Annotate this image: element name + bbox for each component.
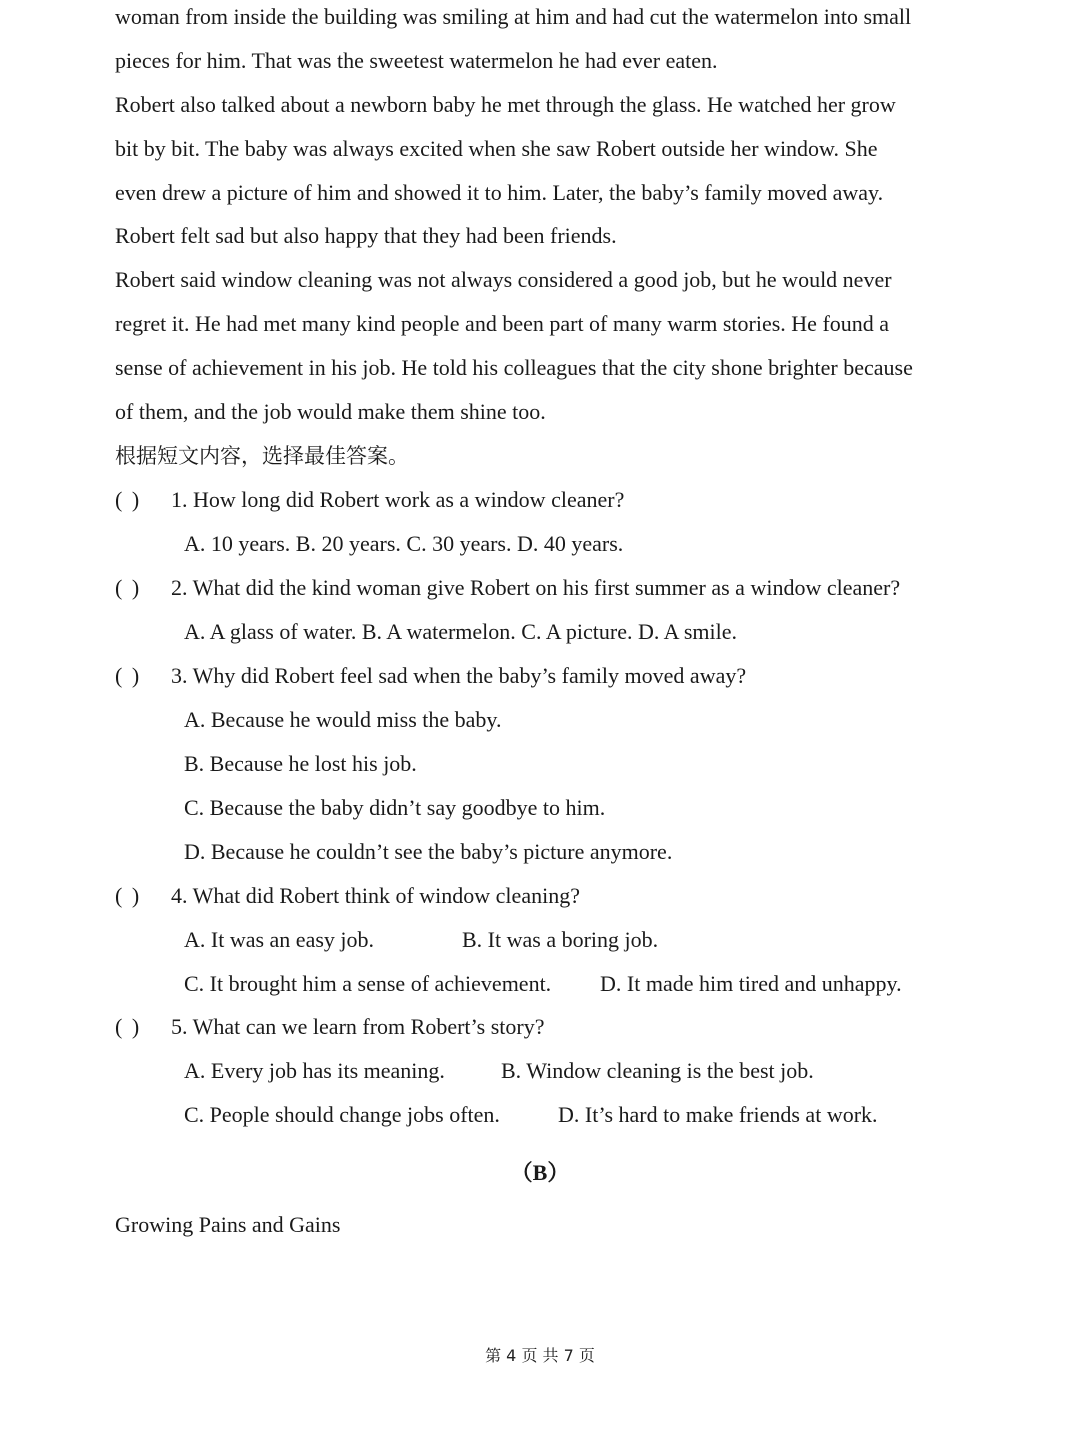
passage-line: Robert felt sad but also happy that they had been friends. bbox=[115, 223, 617, 248]
question-4-option-b: B. It was a boring job. bbox=[462, 927, 659, 952]
question-2-options: A. A glass of water. B. A watermelon. C. A picture. D. A smile. bbox=[184, 619, 738, 644]
question-2 bbox=[115, 573, 900, 603]
section-b-heading: （B） bbox=[510, 1160, 570, 1185]
question-4-option-d: D. It made him tired and unhappy. bbox=[600, 971, 902, 996]
answer-blank[interactable]: ( ) bbox=[115, 487, 142, 512]
answer-blank[interactable]: ( ) bbox=[115, 883, 142, 908]
question-4-option-a: A. It was an easy job. bbox=[184, 927, 375, 952]
question-3-option-a: A. Because he would miss the baby. bbox=[184, 707, 502, 732]
passage-line: of them, and the job would make them shine too. bbox=[115, 399, 546, 424]
answer-blank[interactable]: ( ) bbox=[115, 575, 142, 600]
question-3-option-c: C. Because the baby didn’t say goodbye to him. bbox=[184, 795, 606, 820]
question-5-option-c: C. People should change jobs often. bbox=[184, 1102, 500, 1127]
question-4-option-c: C. It brought him a sense of achievement. bbox=[184, 971, 552, 996]
question-5-option-d: D. It’s hard to make friends at work. bbox=[558, 1102, 878, 1127]
passage-line: pieces for him. That was the sweetest watermelon he had ever eaten. bbox=[115, 48, 718, 73]
section-b-title: Growing Pains and Gains bbox=[115, 1212, 341, 1237]
question-text: 2. What did the kind woman give Robert on his first summer as a window cleaner? bbox=[171, 575, 901, 600]
answer-blank[interactable]: ( ) bbox=[115, 1014, 142, 1039]
passage-line: even drew a picture of him and showed it to him. Later, the baby’s family moved away. bbox=[115, 180, 884, 205]
question-5-option-b: B. Window cleaning is the best job. bbox=[501, 1058, 814, 1083]
question-3-option-b: B. Because he lost his job. bbox=[184, 751, 417, 776]
question-text: 5. What can we learn from Robert’s story? bbox=[171, 1014, 545, 1039]
question-text: 4. What did Robert think of window cleaning? bbox=[171, 883, 580, 908]
passage-line: woman from inside the building was smiling at him and had cut the watermelon into small bbox=[115, 4, 912, 29]
passage-line: bit by bit. The baby was always excited when she saw Robert outside her window. She bbox=[115, 136, 878, 161]
question-text: 3. Why did Robert feel sad when the baby’s family moved away? bbox=[171, 663, 747, 688]
instruction-text: 根据短文内容，选择最佳答案。 bbox=[115, 444, 409, 468]
answer-blank[interactable]: ( ) bbox=[115, 663, 142, 688]
passage-line: Robert also talked about a newborn baby he met through the glass. He watched her grow bbox=[115, 92, 896, 117]
question-text: 1. How long did Robert work as a window cleaner? bbox=[171, 487, 625, 512]
passage-line: sense of achievement in his job. He told his colleagues that the city shone brighter because bbox=[115, 355, 913, 380]
question-3 bbox=[115, 661, 746, 691]
page-footer: 第 4 页 共 7 页 bbox=[485, 1346, 595, 1365]
question-1-options: A. 10 years. B. 20 years. C. 30 years. D. 40 years. bbox=[184, 531, 624, 556]
question-1 bbox=[115, 485, 624, 515]
question-5 bbox=[115, 1012, 544, 1042]
question-4 bbox=[115, 881, 580, 911]
passage-line: regret it. He had met many kind people and been part of many warm stories. He found a bbox=[115, 311, 890, 336]
question-5-option-a: A. Every job has its meaning. bbox=[184, 1058, 445, 1083]
passage-line: Robert said window cleaning was not always considered a good job, but he would never bbox=[115, 267, 892, 292]
question-3-option-d: D. Because he couldn’t see the baby’s picture anymore. bbox=[184, 839, 673, 864]
